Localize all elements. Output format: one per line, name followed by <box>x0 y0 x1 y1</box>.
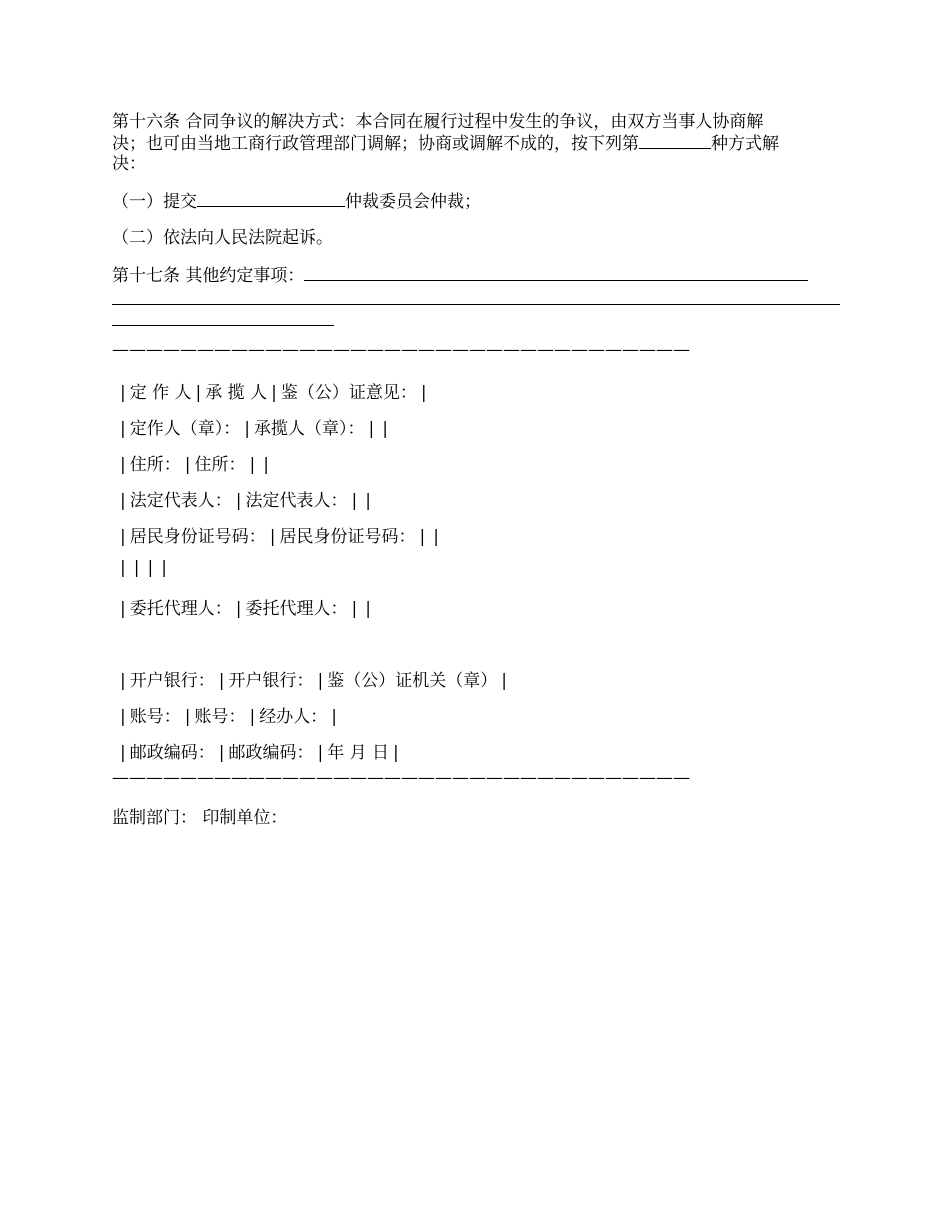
table-row: | 委托代理人： | 委托代理人： | | <box>120 599 371 619</box>
cell-handler[interactable]: 经办人： <box>259 707 328 727</box>
arbitration-option-label: （一）提交 <box>112 192 197 212</box>
arbitration-committee-blank[interactable] <box>197 191 345 207</box>
article16-line2-text-b: 种方式解 <box>711 134 779 154</box>
article16-line2-text-a: 决；也可由当地工商行政管理部门调解；协商或调解不成的，按下列第 <box>112 134 639 154</box>
arbitration-option <box>112 191 481 212</box>
article17-label: 第十七条 其他约定事项： <box>112 266 305 286</box>
cell-contractor-address[interactable]: 住所： <box>194 455 246 475</box>
cell-notary-seal: 鉴（公）证机关（章） <box>327 671 498 691</box>
printer-label: 印制单位： <box>202 808 288 828</box>
table-row: | 定 作 人 | 承 揽 人 | 鉴（公）证意见： | <box>120 383 427 403</box>
footer-line <box>112 808 287 828</box>
table-row: | 定作人（章）： | 承揽人（章）： | | <box>120 419 388 439</box>
dispute-method-blank[interactable] <box>639 133 711 149</box>
article16-line3 <box>112 154 146 174</box>
article16-line2 <box>112 133 779 154</box>
cell-orderer-address[interactable]: 住所： <box>129 455 181 475</box>
table-row: | 居民身份证号码： | 居民身份证号码： | | <box>120 527 439 547</box>
table-row: | 住所： | 住所： | | <box>120 455 269 475</box>
cell-orderer-bank[interactable]: 开户银行： <box>129 671 215 691</box>
cell-orderer-seal[interactable]: 定作人（章）： <box>129 419 241 439</box>
dash-separator-top: —————————————————————————————————— <box>112 340 690 360</box>
cell-contractor-legal-rep[interactable]: 法定代表人： <box>245 491 348 511</box>
cell-orderer-id-number[interactable]: 居民身份证号码： <box>129 527 266 547</box>
cell-orderer-agent[interactable]: 委托代理人： <box>129 599 232 619</box>
cell-orderer-postcode[interactable]: 邮政编码： <box>129 743 215 763</box>
cell-notary-header: 鉴（公）证意见： <box>280 383 417 403</box>
dash-separator-bottom: —————————————————————————————————— <box>112 768 690 788</box>
article16-line3-text: 决： <box>112 154 146 174</box>
other-terms-blank-2[interactable] <box>112 304 840 305</box>
other-terms-blank-3[interactable] <box>112 325 334 326</box>
arbitration-option-suffix: 仲裁委员会仲裁； <box>345 192 481 212</box>
cell-contractor-header: 承 揽 人 <box>205 383 268 403</box>
cell-date[interactable]: 年 月 日 <box>327 743 390 763</box>
cell-contractor-seal[interactable]: 承揽人（章）： <box>253 419 365 439</box>
litigation-option <box>112 228 333 248</box>
cell-orderer-header: 定 作 人 <box>129 383 192 403</box>
table-row: | 法定代表人： | 法定代表人： | | <box>120 491 371 511</box>
article16-line1 <box>112 112 763 132</box>
cell-contractor-bank[interactable]: 开户银行： <box>228 671 314 691</box>
article16-line1-text: 第十六条 合同争议的解决方式：本合同在履行过程中发生的争议，由双方当事人协商解 <box>112 112 764 132</box>
cell-contractor-account[interactable]: 账号： <box>194 707 246 727</box>
table-row: | 邮政编码： | 邮政编码： | 年 月 日 | <box>120 743 399 763</box>
cell-orderer-account[interactable]: 账号： <box>129 707 181 727</box>
cell-contractor-postcode[interactable]: 邮政编码： <box>228 743 314 763</box>
table-row: | 账号： | 账号： | 经办人： | <box>120 707 337 727</box>
table-row: | 开户银行： | 开户银行： | 鉴（公）证机关（章） | <box>120 671 507 691</box>
table-row: | | | | <box>120 558 167 578</box>
article17-line <box>112 265 808 286</box>
cell-contractor-id-number[interactable]: 居民身份证号码： <box>279 527 416 547</box>
litigation-option-text: （二）依法向人民法院起诉。 <box>112 228 333 248</box>
cell-contractor-agent[interactable]: 委托代理人： <box>245 599 348 619</box>
other-terms-blank-1[interactable] <box>304 265 808 281</box>
cell-orderer-legal-rep[interactable]: 法定代表人： <box>129 491 232 511</box>
supervisor-label: 监制部门： <box>112 808 197 828</box>
